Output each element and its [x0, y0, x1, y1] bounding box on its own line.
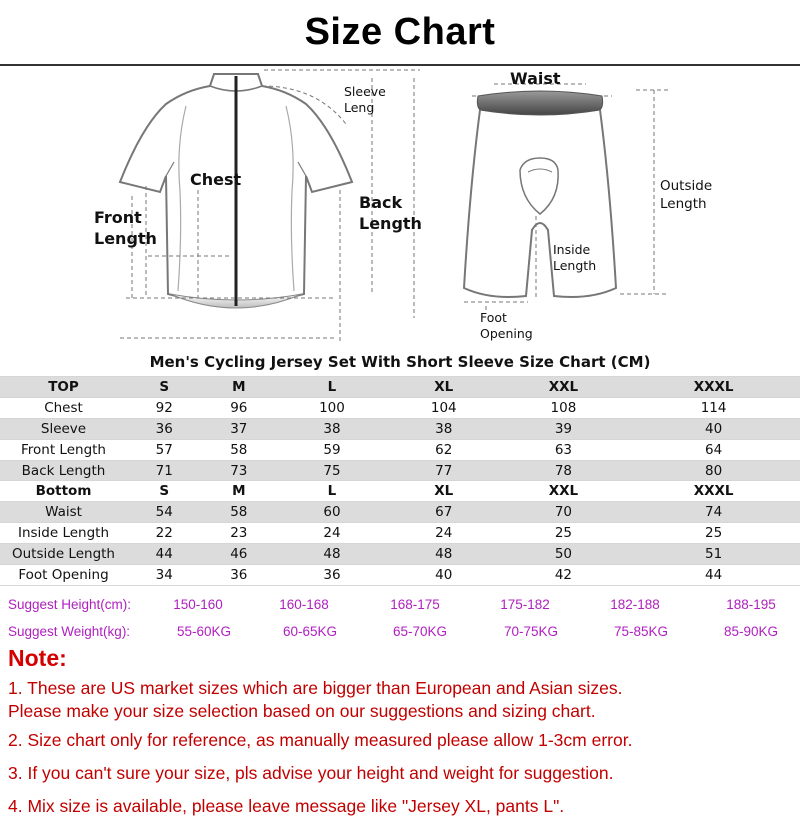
size-value-cell: 67 — [388, 502, 500, 523]
row-label-cell: Back Length — [0, 460, 127, 481]
size-value-cell: 36 — [127, 418, 202, 439]
size-value-cell: 59 — [276, 439, 388, 460]
size-value-cell: XL — [388, 377, 500, 398]
suggest-weight-label: Suggest Weight(kg): — [8, 624, 131, 639]
title-bar — [0, 0, 800, 66]
note-title: Note: — [8, 645, 67, 671]
suggest-weight-value: 70-75KG — [503, 624, 559, 639]
waist-label: Waist — [510, 69, 561, 88]
size-value-cell: XL — [388, 481, 500, 502]
front-length-label: Front Length — [94, 208, 157, 248]
suggest-weight-value: 55-60KG — [176, 624, 232, 639]
size-value-cell: 36 — [202, 565, 277, 586]
note-item: 2. Size chart only for reference, as manually measured please allow 1-3cm error. — [8, 730, 633, 750]
size-value-cell: 104 — [388, 397, 500, 418]
table-row — [0, 544, 800, 565]
note-item: 4. Mix size is available, please leave message like "Jersey XL, pants L". — [8, 796, 565, 816]
size-value-cell: 42 — [500, 565, 628, 586]
suggest-height-value: 188-195 — [726, 597, 776, 612]
size-value-cell: 58 — [202, 502, 277, 523]
size-value-cell: 62 — [388, 439, 500, 460]
table-row — [0, 481, 800, 502]
size-value-cell: 24 — [388, 523, 500, 544]
size-value-cell: XXL — [500, 481, 628, 502]
row-label-cell: Front Length — [0, 439, 127, 460]
suggest-height-row — [0, 593, 800, 619]
size-value-cell: S — [127, 481, 202, 502]
size-value-cell: 24 — [276, 523, 388, 544]
foot-opening-label: Foot Opening — [480, 310, 533, 342]
suggest-weight-row — [0, 620, 800, 646]
size-value-cell: 44 — [627, 565, 800, 586]
size-value-cell: 57 — [127, 439, 202, 460]
size-value-cell: M — [202, 377, 277, 398]
size-value-cell: 37 — [202, 418, 277, 439]
size-value-cell: 23 — [202, 523, 277, 544]
inside-length-label: Inside Length — [553, 242, 597, 274]
size-value-cell: 50 — [500, 544, 628, 565]
size-value-cell: 64 — [627, 439, 800, 460]
size-value-cell: 48 — [276, 544, 388, 565]
size-value-cell: 80 — [627, 460, 800, 481]
size-value-cell: 60 — [276, 502, 388, 523]
size-value-cell: M — [202, 481, 277, 502]
row-label-cell: Outside Length — [0, 544, 127, 565]
size-value-cell: XXXL — [627, 377, 800, 398]
chest-label: Chest — [190, 170, 242, 189]
row-label-cell: Bottom — [0, 481, 127, 502]
size-value-cell: 39 — [500, 418, 628, 439]
size-value-cell: 48 — [388, 544, 500, 565]
size-value-cell: 44 — [127, 544, 202, 565]
size-value-cell: 54 — [127, 502, 202, 523]
table-row — [0, 397, 800, 418]
size-value-cell: 40 — [388, 565, 500, 586]
size-value-cell: 38 — [276, 418, 388, 439]
suggest-height-value: 168-175 — [390, 597, 440, 612]
table-row — [0, 523, 800, 544]
table-row — [0, 565, 800, 586]
suggest-height-value: 175-182 — [500, 597, 550, 612]
garment-illustration — [0, 66, 800, 352]
table-row — [0, 460, 800, 481]
suggest-height-value: 150-160 — [173, 597, 223, 612]
row-label-cell: Foot Opening — [0, 565, 127, 586]
table-row — [0, 377, 800, 398]
note-item: 3. If you can't sure your size, pls advise your height and weight for suggestion. — [8, 763, 614, 783]
size-value-cell: 25 — [627, 523, 800, 544]
size-table — [0, 376, 800, 586]
page-title: Size Chart — [304, 10, 496, 53]
outside-length-label: Outside Length — [660, 178, 713, 212]
size-value-cell: XXL — [500, 377, 628, 398]
table-row — [0, 439, 800, 460]
size-value-cell: S — [127, 377, 202, 398]
size-value-cell: 40 — [627, 418, 800, 439]
size-value-cell: 100 — [276, 397, 388, 418]
suggest-weight-value: 85-90KG — [723, 624, 779, 639]
size-value-cell: 75 — [276, 460, 388, 481]
sleeve-length-label: Sleeve Leng — [344, 84, 386, 116]
row-label-cell: Waist — [0, 502, 127, 523]
shorts-waistband — [477, 91, 602, 115]
size-value-cell: 114 — [627, 397, 800, 418]
size-value-cell: 46 — [202, 544, 277, 565]
suggest-height-value: 160-168 — [279, 597, 329, 612]
suggest-height-value: 182-188 — [610, 597, 660, 612]
size-value-cell: 92 — [127, 397, 202, 418]
size-value-cell: 78 — [500, 460, 628, 481]
size-value-cell: 71 — [127, 460, 202, 481]
size-value-cell: 36 — [276, 565, 388, 586]
size-value-cell: 38 — [388, 418, 500, 439]
size-value-cell: 74 — [627, 502, 800, 523]
table-caption: Men's Cycling Jersey Set With Short Sleeve Size Chart (CM) — [149, 353, 651, 371]
back-length-label: Back Length — [359, 193, 422, 233]
row-label-cell: Inside Length — [0, 523, 127, 544]
size-value-cell: XXXL — [627, 481, 800, 502]
size-value-cell: 63 — [500, 439, 628, 460]
row-label-cell: Chest — [0, 397, 127, 418]
size-value-cell: 25 — [500, 523, 628, 544]
size-value-cell: 58 — [202, 439, 277, 460]
shorts-measure-lines — [464, 84, 668, 310]
size-value-cell: 96 — [202, 397, 277, 418]
size-value-cell: 77 — [388, 460, 500, 481]
size-value-cell: L — [276, 377, 388, 398]
suggest-weight-value: 75-85KG — [613, 624, 669, 639]
row-label-cell: Sleeve — [0, 418, 127, 439]
note-item: 1. These are US market sizes which are bigger than European and Asian sizes. Please make your size selection based on our suggestions and sizing chart. — [8, 678, 623, 721]
size-value-cell: 51 — [627, 544, 800, 565]
size-value-cell: 22 — [127, 523, 202, 544]
suggest-weight-value: 65-70KG — [392, 624, 448, 639]
suggest-weight-value: 60-65KG — [282, 624, 338, 639]
size-value-cell: 108 — [500, 397, 628, 418]
suggest-height-label: Suggest Height(cm): — [8, 597, 132, 612]
row-label-cell: TOP — [0, 377, 127, 398]
size-value-cell: 73 — [202, 460, 277, 481]
size-value-cell: L — [276, 481, 388, 502]
table-row — [0, 502, 800, 523]
size-value-cell: 70 — [500, 502, 628, 523]
size-value-cell: 34 — [127, 565, 202, 586]
table-row — [0, 418, 800, 439]
